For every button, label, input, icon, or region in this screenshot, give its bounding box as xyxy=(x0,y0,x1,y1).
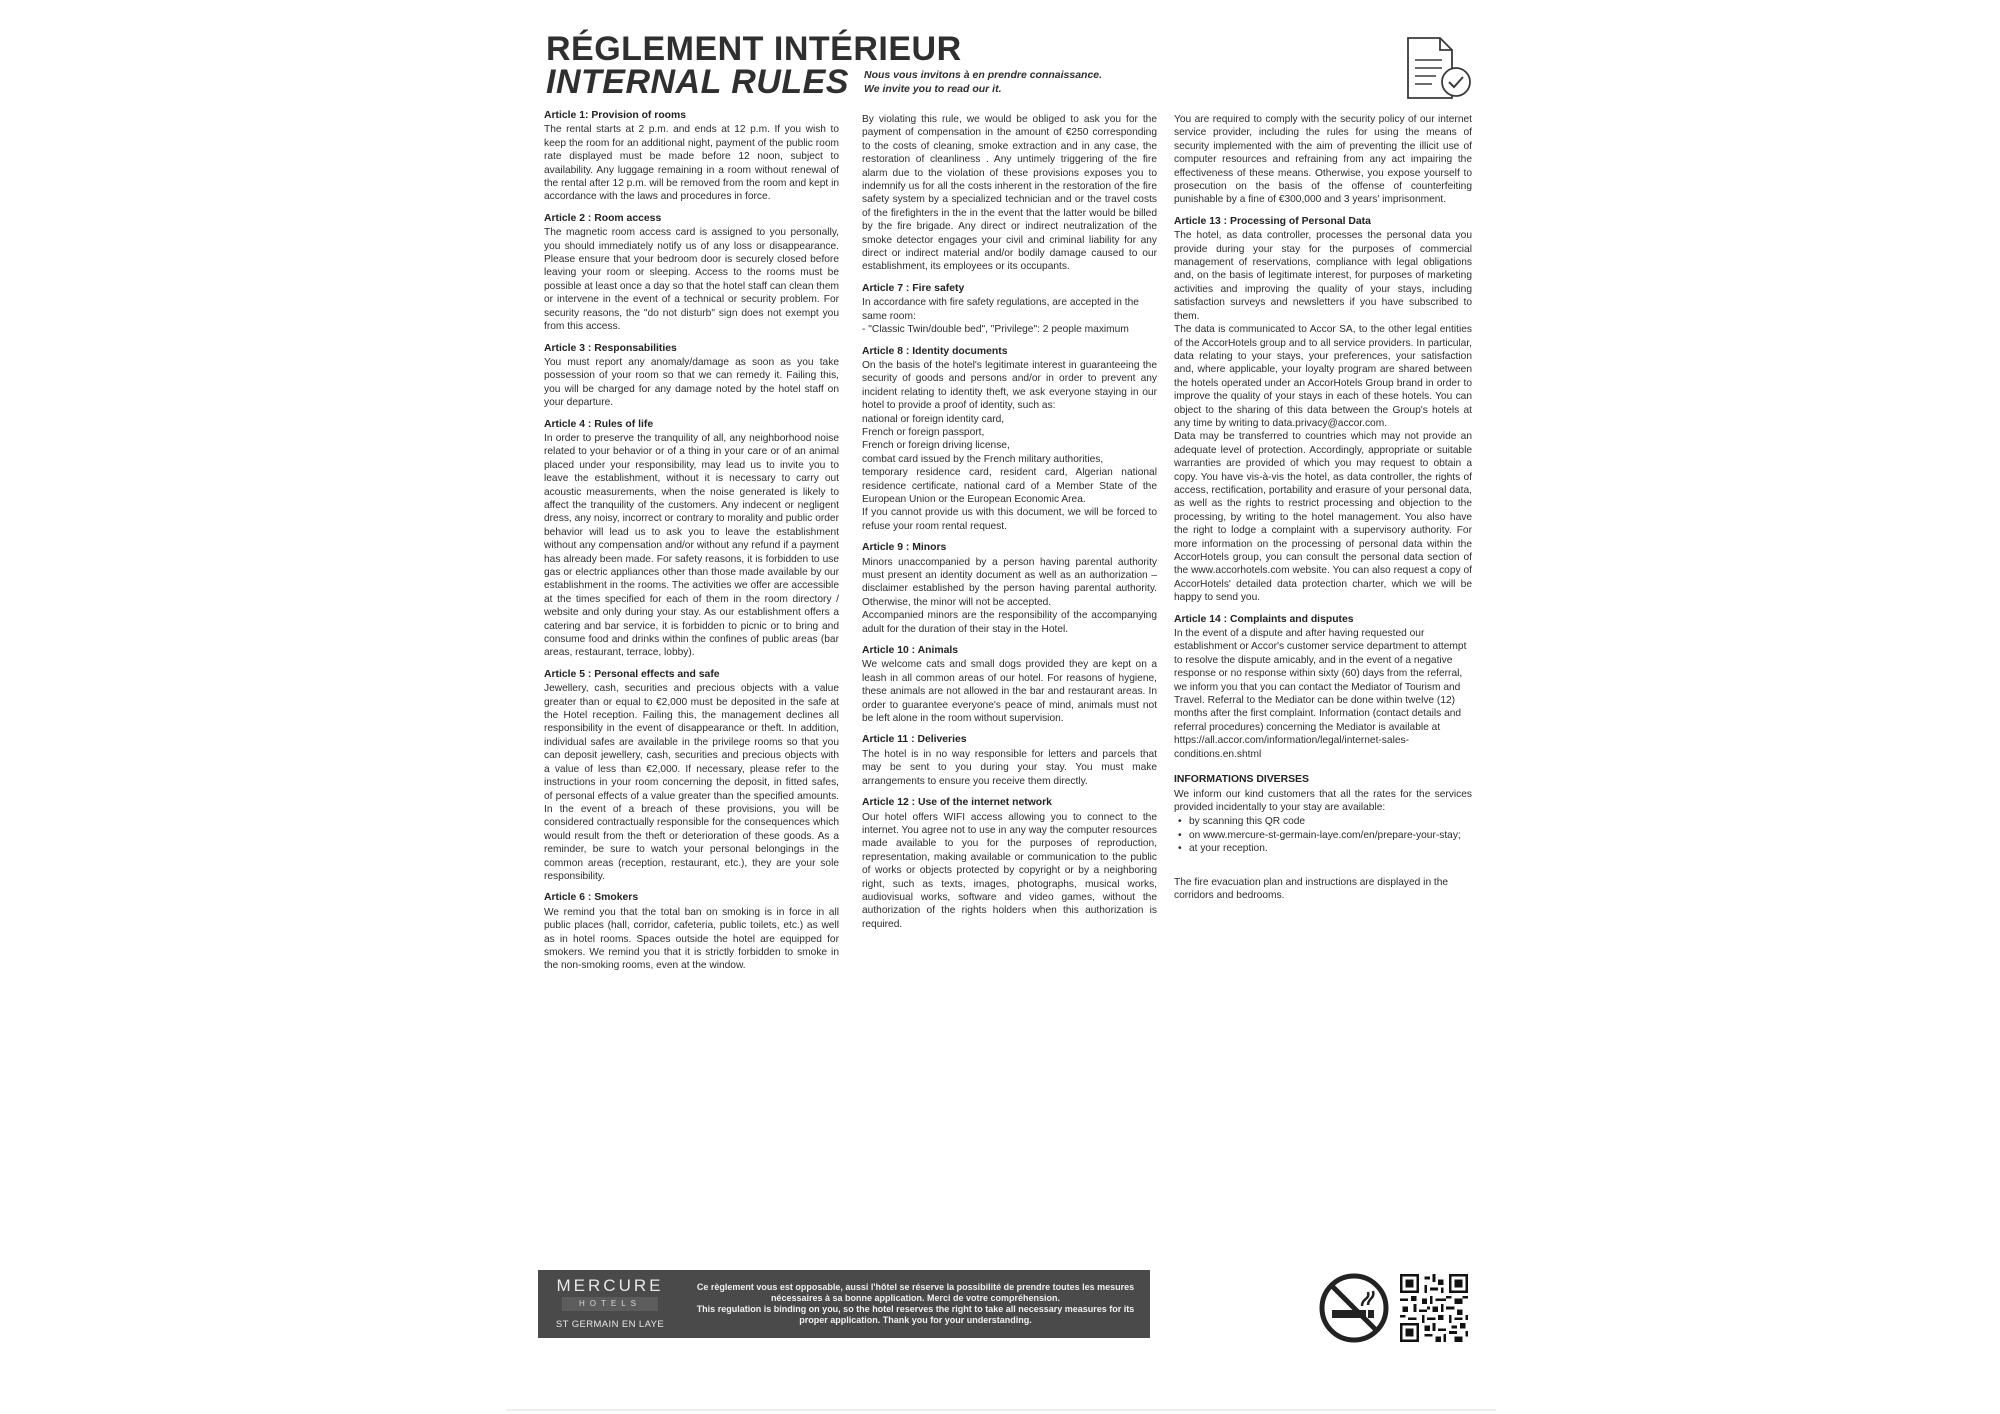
article-6 xyxy=(544,891,839,972)
subtitle xyxy=(864,68,1102,96)
title-english: INTERNAL RULES xyxy=(546,63,849,101)
footer-notice-french: Ce règlement vous est opposable, aussi l'hôtel se réserve la possibilité de prendre toutes les mesures nécessaires à sa bonne application. Merci de votre compréhension. xyxy=(696,1282,1135,1303)
article-body: In order to preserve the tranquility of all, any neighborhood noise related to your behavior or of a thing in your care or of an animal placed under your responsibility, may lead us to invite you to leave the establishment, without it is necessary to carry out acoustic measurements, when the noise generated is likely to affect the tranquility of the customers. Any indecent or negligent dress, any noisy, incorrect or contrary to morality and public order behavior will lead us to ask you to leave the establishment without any compensation and/or without any refund if a payment has already been made. For safety reasons, it is forbidden to use gas or electric appliances other than those made available by our establishment in the rooms. The activities we offer are accessible at the times specified for each of them in the room directory / website and only during your stay. As our establishment offers a catering and bar service, it is forbidden to picnic or to bring and consume food and drinks within the confines of public areas (bar areas, restaurant, terrace, lobby). xyxy=(544,432,839,659)
article-14 xyxy=(1174,613,1472,761)
article-4 xyxy=(544,418,839,660)
article-12 xyxy=(862,796,1157,931)
article-heading: Article 9 : Minors xyxy=(862,542,947,554)
article-body: Jewellery, cash, securities and precious objects with a value greater than or equal to €2,000 must be deposited in the safe at the Hotel reception. Failing this, the management declines all responsibility in the event of disappearance or theft. In addition, individual safes are available in the privilege rooms so that you can deposit jewellery, cash, securities and precious objects with a value of less than €2,000. If necessary, please refer to the instructions in your room concerning the deposit, in fitted safes, of personal effects of a value greater than the specified amounts. In the event of a breach of these provisions, you will be considered contractually responsible for the consequences which would result from the theft or deterioration of these goods. As a reminder, be sure to watch your personal belongings in the common areas (reception, restaurant, etc.), they are your sole responsibility. xyxy=(544,683,839,882)
article-body: On the basis of the hotel's legitimate interest in guaranteeing the security of goods and persons and/or in order to prevent any incident relating to identity theft, we ask everyone staying in our hotel to provide a proof of identity, such as: national or foreign identity card, French or foreign passport, French or foreign driving license, combat card issued by the French military authorities, temporary residence card, resident card, Algerian national residence certificate, national card of a Member State of the European Union or the European Economic Area. If you cannot provide us with this document, we will be forced to refuse your room rental request. xyxy=(862,359,1157,532)
article-1 xyxy=(544,109,839,204)
article-heading: Article 8 : Identity documents xyxy=(862,345,1008,357)
document-check-icon xyxy=(1402,34,1474,104)
article-body: The hotel is in no way responsible for letters and parcels that may be sent to you during your stay. You must make arrangements to ensure you receive them directly. xyxy=(862,748,1157,787)
article-heading: Article 6 : Smokers xyxy=(544,892,639,904)
article-body: The hotel, as data controller, processes the personal data you provide during your stay for the purposes of commercial management of reservations, compliance with legal obligations and, on the basis of legitimate interest, for purposes of marketing activities and improving the quality of your stays, including satisfaction surveys and newsletters if you have subscribed to them. The data is communicated to Accor SA, to the other legal entities of the AccorHotels group and to all service providers. In particular, data relating to your stays, your preferences, your satisfaction and, where applicable, your loyalty program are shared between the hotels operated under an AccorHotels Group brand in order to improve the quality of your stays in each of these hotels. You can object to the sharing of this data between the Group's hotels at any time by writing to data.privacy@accor.com. Data may be transferred to countries which may not provide an adequate level of protection. Accordingly, appropriate or suitable warranties are provided of which you may request to obtain a copy. You have vis-à-vis the hotel, as data controller, the rights of access, rectification, portability and erasure of your personal data, as well as the rights to restrict processing and objection to the processing, by writing to the hotel management. You also have the right to lodge a complaint with a supervisory authority. For more information on the processing of personal data within the AccorHotels group, you can consult the personal data section of the www.accorhotels.com website. You can also request a copy of AccorHotels' detailed data protection charter, which we will be happy to send you. xyxy=(1174,230,1472,604)
article-7 xyxy=(862,282,1157,337)
footer-notice xyxy=(688,1282,1143,1326)
article-heading: Article 10 : Animals xyxy=(862,645,959,657)
misc-info-list xyxy=(1178,815,1472,855)
article-8 xyxy=(862,345,1157,534)
article-body: The magnetic room access card is assigned to you personally, you should immediately notify us of any loss or disappearance. Please ensure that your bedroom door is securely closed before leaving your room or sleeping. Access to the rooms must be possible at least once a day so that the hotel staff can clean them or intervene in the event of a technical or security problem. For security reasons, the "do not disturb" sign does not exempt you from this access. xyxy=(544,227,839,333)
no-smoking-icon xyxy=(1318,1272,1390,1344)
article-heading: Article 7 : Fire safety xyxy=(862,282,965,294)
article-heading: Article 1: Provision of rooms xyxy=(544,110,687,121)
footer-notice-english: This regulation is binding on you, so the hotel reserves the right to take all necessary measures for its proper application. Thank you for your understanding. xyxy=(696,1304,1135,1325)
brand-subtitle: HOTELS xyxy=(562,1297,658,1311)
list-item: • by scanning this QR code xyxy=(1178,815,1472,828)
article-9 xyxy=(862,541,1157,636)
article-heading: Article 11 : Deliveries xyxy=(862,734,967,746)
subtitle-english: We invite you to read our it. xyxy=(864,83,1002,95)
mercure-logo xyxy=(538,1270,682,1338)
article-heading: Article 14 : Complaints and disputes xyxy=(1174,613,1354,625)
article-11 xyxy=(862,733,1157,788)
article-heading: Article 2 : Room access xyxy=(544,212,662,224)
article-body: Our hotel offers WIFI access allowing you to connect to the internet. You agree not to use in any way the computer resources made available to you for the purposes of reproduction, representation, making available or communication to the public of works or objects protected by copyright or by a neighboring right, such as texts, images, photographs, musical works, audiovisual works, software and video games, without the authorization of the rights holders when this authorization is required. xyxy=(862,811,1157,930)
footer-band xyxy=(538,1270,1150,1338)
article-5 xyxy=(544,668,839,884)
article-heading: Article 13 : Processing of Personal Data xyxy=(1174,215,1371,227)
article-3 xyxy=(544,342,839,410)
title-french: RÉGLEMENT INTÉRIEUR xyxy=(546,30,962,68)
column-2 xyxy=(862,113,1157,939)
article-body: We remind you that the total ban on smoking is in force in all public places (hall, corridor, cafeteria, public toilets, etc.) as well as in hotel rooms. Spaces outside the hotel are equipped for smokers. We remind you that it is strictly forbidden to smoke in the non-smoking rooms, even at the window. xyxy=(544,906,839,972)
brand-city: ST GERMAIN EN LAYE xyxy=(555,1319,665,1330)
article-10 xyxy=(862,644,1157,725)
article-heading: Article 4 : Rules of life xyxy=(544,418,654,430)
article-6-continued xyxy=(862,113,1157,274)
misc-info-intro: We inform our kind customers that all the rates for the services provided incidentally to your stay are available: xyxy=(1174,788,1472,813)
article-13 xyxy=(1174,215,1472,605)
fire-evacuation-note: The fire evacuation plan and instructions are displayed in the corridors and bedrooms. xyxy=(1174,876,1449,901)
article-body: The rental starts at 2 p.m. and ends at 12 p.m. If you wish to keep the room for an additional night, payment of the public room rate displayed must be made before 12 noon, subject to availability. Any luggage remaining in a room without renewal of the rental after 12 p.m. will be removed from the room and kept in accordance with the laws and procedures in force. xyxy=(544,124,840,203)
column-3 xyxy=(1174,113,1472,902)
list-item: • at your reception. xyxy=(1178,842,1472,855)
article-body: In accordance with fire safety regulations, are accepted in the same room: - "Classic Twin/double bed", "Privilege": 2 people maximum xyxy=(862,297,1139,336)
article-heading: Article 5 : Personal effects and safe xyxy=(544,668,720,680)
column-1 xyxy=(544,109,839,981)
divider xyxy=(506,1409,1496,1411)
article-heading: Article 3 : Responsabilities xyxy=(544,342,677,354)
article-body: We welcome cats and small dogs provided they are kept on a leash in all common areas of our hotel. For reasons of hygiene, these animals are not allowed in the bar and restaurant areas. In order to guarantee everyone's peace of mind, animals must not be left alone in the room without supervision. xyxy=(862,659,1157,725)
article-body: Minors unaccompanied by a person having parental authority must present an identity document as well as an authorization – disclaimer established by the person having parental authority. Otherwise, the minor will not be accepted. Accompanied minors are the responsibility of the accompanying adult for the duration of their stay in the Hotel. xyxy=(862,556,1157,635)
subtitle-french: Nous vous invitons à en prendre connaissance. xyxy=(864,69,1103,81)
article-body: In the event of a dispute and after having requested our establishment or Accor's customer service department to attempt to resolve the dispute amicably, and in the event of a negative response or no response within sixty (60) days from the referral, we inform you that you can contact the Mediator of Tourism and Travel. Referral to the Mediator can be done within twelve (12) months after the first complaint. Information (contact details and referral procedures) concerning the Mediator is available at https://all.accor.com/information/legal/internet-sales-conditions.en.shtml xyxy=(1174,628,1467,760)
article-body: You must report any anomaly/damage as soon as you take possession of your room so that we can remedy it. Failing this, you will be charged for any damage noted by the hotel staff on your departure. xyxy=(544,356,839,409)
brand-name: MERCURE xyxy=(556,1276,664,1295)
qr-code xyxy=(1400,1274,1468,1342)
article-heading: Article 12 : Use of the internet network xyxy=(862,797,1052,809)
article-12-continued xyxy=(1174,113,1472,207)
list-item: • on www.mercure-st-germain-laye.com/en/prepare-your-stay; xyxy=(1178,829,1472,842)
misc-info-heading: INFORMATIONS DIVERSES xyxy=(1174,774,1309,786)
article-2 xyxy=(544,212,839,334)
article-body: By violating this rule, we would be obliged to ask you for the payment of compensation in the amount of €250 corresponding to the costs of cleaning, smoke extraction and in any case, the restoration of cleanliness . Any untimely triggering of the fire alarm due to the violation of these provisions exposes you to indemnify us for all the costs inherent in the restoration of the fire safety system by a specialized technician and or the travel costs of the firefighters in the in the event that the latter would be billed by the fire brigade. Any direct or indirect neutralization of the smoke detector engages your civil and criminal liability for any direct or indirect material and/or bodily damage caused to our establishment, its employees or its occupants. xyxy=(862,114,1157,273)
article-body: You are required to comply with the security policy of our internet service provider, including the rules for using the means of security implemented with the aim of preventing the illicit use of computer resources and refraining from any act impairing the effectiveness of these means. Otherwise, you expose yourself to prosecution on the basis of the offense of counterfeiting punishable by a fine of €300,000 and 3 years' imprisonment. xyxy=(1174,114,1472,206)
